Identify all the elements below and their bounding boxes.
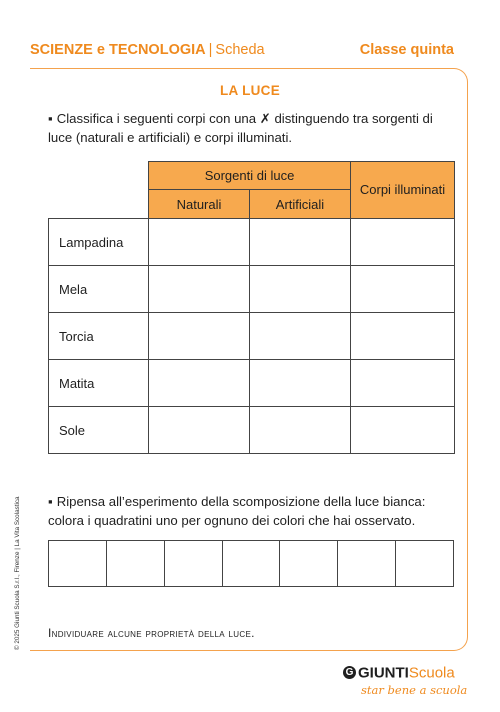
row-label: Mela (49, 266, 149, 313)
color-square[interactable] (107, 541, 165, 586)
cell-natural[interactable] (149, 360, 250, 407)
color-squares-grid (48, 540, 454, 587)
row-label: Lampadina (49, 219, 149, 266)
table-corner-2 (49, 190, 149, 219)
cell-artificial[interactable] (250, 407, 351, 454)
learning-objective: Individuare alcune proprietà della luce. (48, 626, 255, 640)
copyright-notice: © 2025 Giunti Scuola S.r.l., Firenze | La Vita Scolastica (14, 496, 21, 650)
color-square[interactable] (338, 541, 396, 586)
page-title: LA LUCE (219, 83, 281, 98)
cell-artificial[interactable] (250, 266, 351, 313)
header-artificial: Artificiali (250, 190, 351, 219)
sheet-label: Scheda (215, 42, 265, 58)
color-square[interactable] (165, 541, 223, 586)
cell-artificial[interactable] (250, 360, 351, 407)
cell-illuminated[interactable] (351, 407, 455, 454)
cell-natural[interactable] (149, 407, 250, 454)
bullet-marker: ▪ (48, 494, 53, 509)
color-square[interactable] (49, 541, 107, 586)
table-corner (49, 162, 149, 190)
cell-illuminated[interactable] (351, 266, 455, 313)
cell-natural[interactable] (149, 266, 250, 313)
header-subject (30, 42, 265, 58)
instruction-1 (48, 109, 458, 147)
instruction-1-text: Classifica i seguenti corpi con una ✗ distinguendo tra sorgenti di luce (naturali e artificiali) e corpi illuminati. (48, 111, 433, 145)
logo-tagline: star bene a scuola (361, 683, 468, 697)
table-row (49, 219, 455, 266)
logo-brand-bold: GIUNTI (358, 664, 409, 682)
cell-natural[interactable] (149, 219, 250, 266)
table-row (49, 313, 455, 360)
instruction-2 (48, 492, 458, 530)
row-label: Torcia (49, 313, 149, 360)
grade-label: Classe quinta (359, 42, 454, 58)
cell-illuminated[interactable] (351, 313, 455, 360)
publisher-logo (343, 664, 455, 682)
subject-label: SCIENZE e TECNOLOGIA (30, 42, 206, 58)
cell-artificial[interactable] (250, 313, 351, 360)
cell-illuminated[interactable] (351, 219, 455, 266)
logo-brand-light: Scuola (408, 664, 455, 682)
header-separator: | (208, 42, 213, 58)
table-row (49, 407, 455, 454)
header-illuminated: Corpi illuminati (351, 162, 455, 219)
bullet-marker: ▪ (48, 111, 53, 126)
row-label: Matita (49, 360, 149, 407)
table-row (49, 360, 455, 407)
header-natural: Naturali (149, 190, 250, 219)
table-row (49, 266, 455, 313)
instruction-2-text: Ripensa all’esperimento della scomposizione della luce bianca: colora i quadratini uno per ognuno dei colori che hai osservato. (48, 494, 426, 528)
g-logo-icon: G (343, 666, 356, 679)
cell-artificial[interactable] (250, 219, 351, 266)
cell-illuminated[interactable] (351, 360, 455, 407)
classification-table (48, 161, 455, 454)
color-square[interactable] (280, 541, 338, 586)
row-label: Sole (49, 407, 149, 454)
color-square[interactable] (223, 541, 281, 586)
cell-natural[interactable] (149, 313, 250, 360)
header-sources: Sorgenti di luce (149, 162, 351, 190)
color-square[interactable] (396, 541, 453, 586)
